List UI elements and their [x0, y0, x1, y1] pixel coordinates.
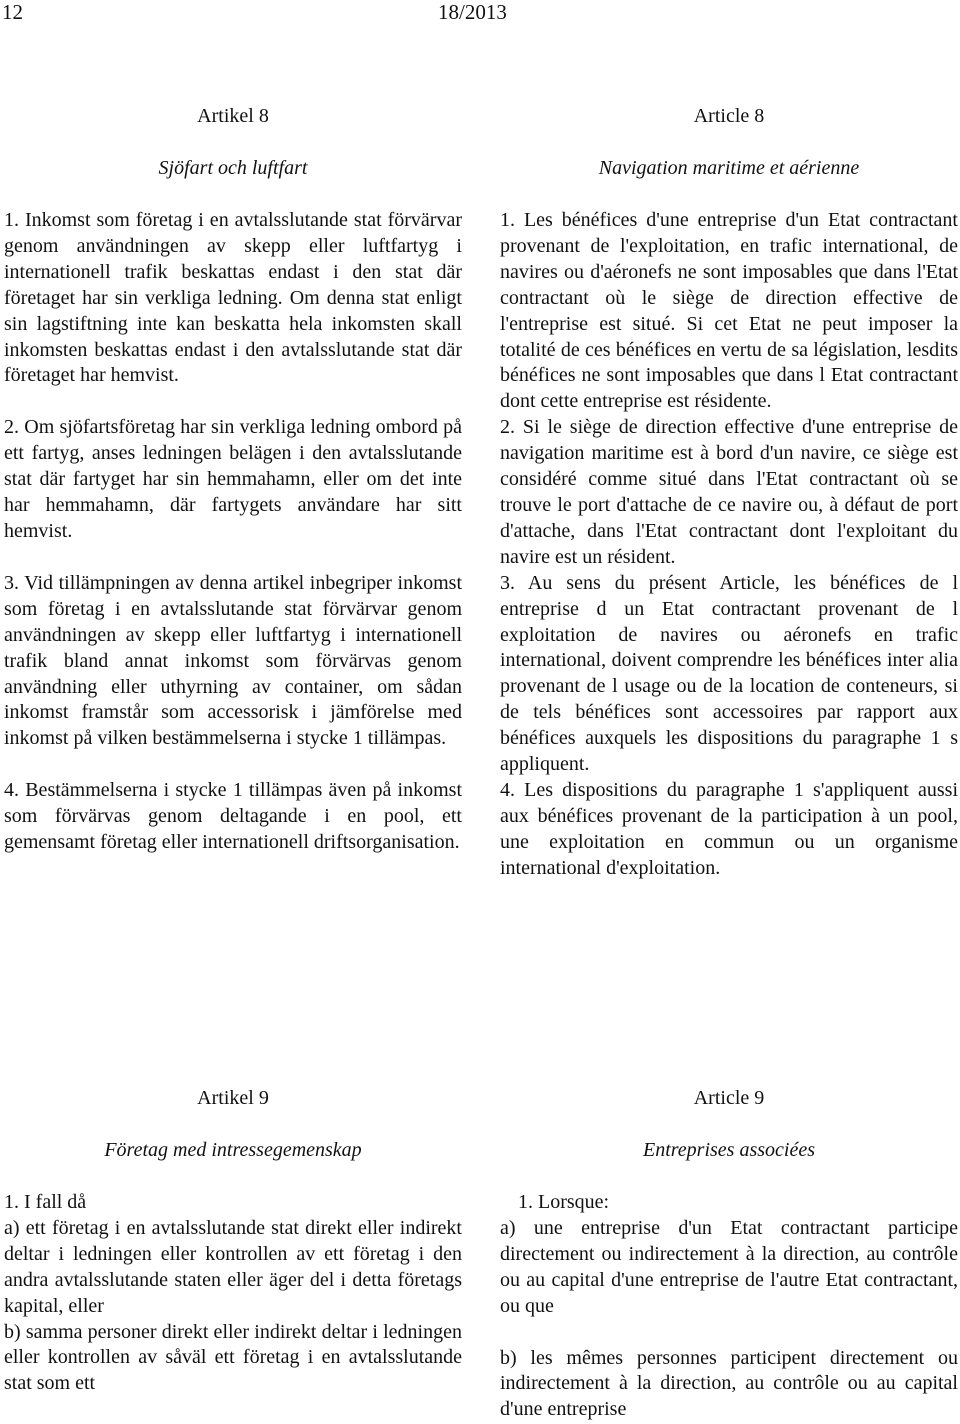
issue-number: 18/2013 [438, 0, 507, 24]
article9-fr-item-b: b) les mêmes personnes participent directement ou indirectement à la direction, au contrôle ou au capital d'une entreprise [500, 1346, 958, 1421]
article8-fr-paragraph-3: 3. Au sens du présent Article, les bénéfices de l entreprise d un Etat contractant provenant de l exploitation de navires ou aéronefs en trafic international, doivent comprendre les bénéfices inter alia provenant de l usage ou de la location de conteneurs, si de tels bénéfices sont accessoires par rapport aux bénéfices auxquels les dispositions du paragraphe 1 s appliquent. [500, 571, 958, 776]
article9-sv-intro: 1. I fall då [4, 1191, 87, 1213]
article9-fr-spacer [500, 1320, 958, 1346]
article8-french-column [500, 104, 958, 882]
article9-sv-title: Artikel 9 [197, 1087, 269, 1109]
article9-sv-item-a: a) ett företag i en avtalsslutande stat direkt eller indirekt deltar i ledningen eller kontrollen av ett företag i den andra avtalsslutande staten eller äger del i detta företags kapital, eller [4, 1216, 462, 1317]
article9-fr-intro: 1. Lorsque: [518, 1191, 610, 1213]
article9-fr-item-a: a) une entreprise d'un Etat contractant participe directement ou indirectement à la direction, au contrôle ou au capital d'une entreprise de l'autre Etat contractant, ou que [500, 1216, 958, 1317]
article9-fr-title: Article 9 [693, 1087, 765, 1109]
article9-swedish-column [4, 1086, 462, 1397]
article9-sv-item-b: b) samma personer direkt eller indirekt deltar i ledningen eller kontrollen av såväl ett företag i en avtalsslutande stat som ett [4, 1320, 462, 1395]
article8-fr-title: Article 8 [693, 105, 765, 127]
article8-sv-paragraph-4: 4. Bestämmelserna i stycke 1 tillämpas även på inkomst som förvärvas genom deltagande i en pool, ett gemensamt företag eller internationell driftsorganisation. [4, 779, 462, 854]
article8-sv-subtitle: Sjöfart och luftfart [158, 157, 308, 179]
article8-sv-title: Artikel 8 [197, 105, 269, 127]
article8-sv-paragraph-1: 1. Inkomst som företag i en avtalsslutande stat förvärvar genom användningen av skepp eller luftfartyg i internationell trafik beskattas endast i den stat där företaget har sin verkliga ledning. Om denna stat enligt sin lagstiftning inte kan beskatta hela inkomsten skall inkomsten beskattas endast i den avtalsslutande stat där företaget har hemvist. [4, 209, 462, 387]
article9-french-column [500, 1086, 958, 1423]
article8-sv-paragraph-3: 3. Vid tillämpningen av denna artikel inbegriper inkomst som företag i en avtalsslutande stat förvärvar genom användningen av skepp eller luftfartyg i internationell trafik bland annat inkomst som förvärvas genom användning eller uthyrning av container, om sådan inkomst framstår som accessorisk i jämförelse med inkomst på vilken bestämmelserna i stycke 1 tillämpas. [4, 571, 462, 750]
article8-sv-paragraph-2: 2. Om sjöfartsföretag har sin verkliga ledning ombord på ett fartyg, anses ledningen belägen i den avtalsslutande stat där fartyget har sin hemmahamn, eller om det inte har hemmahamn, där fartygets användare har sitt hemvist. [4, 416, 462, 542]
page-header [0, 0, 960, 26]
page-number: 12 [2, 0, 23, 24]
article8-swedish-column [4, 104, 462, 856]
article8-fr-paragraph-4: 4. Les dispositions du paragraphe 1 s'appliquent aussi aux bénéfices provenant de la participation à un pool, une exploitation en commun ou un organisme international d'exploitation. [500, 778, 958, 879]
article8-fr-paragraph-1: 1. Les bénéfices d'une entreprise d'un Etat contractant provenant de l'exploitation, en trafic international, de navires ou d'aéronefs ne sont imposables que dans l'Etat contractant où le siège de direction effective de l'entreprise est situé. Si cet Etat ne peut imposer la totalité de ces bénéfices en vertu de sa législation, lesdits bénéfices ne sont imposables que dans l Etat contractant dont cette entreprise est résidente. [500, 209, 958, 413]
article8-fr-subtitle: Navigation maritime et aérienne [598, 157, 860, 179]
article8-fr-paragraph-2: 2. Si le siège de direction effective d'une entreprise de navigation maritime est à bord d'un navire, ce siège est considéré comme situé dans l'Etat contractant où se trouve le port d'attache de ce navire ou, à défaut de port d'attache, dans l'Etat contractant dont l'exploitant du navire est un résident. [500, 416, 958, 568]
article9-sv-subtitle: Företag med intressegemenskap [104, 1139, 362, 1161]
article9-fr-subtitle: Entreprises associées [642, 1139, 815, 1161]
